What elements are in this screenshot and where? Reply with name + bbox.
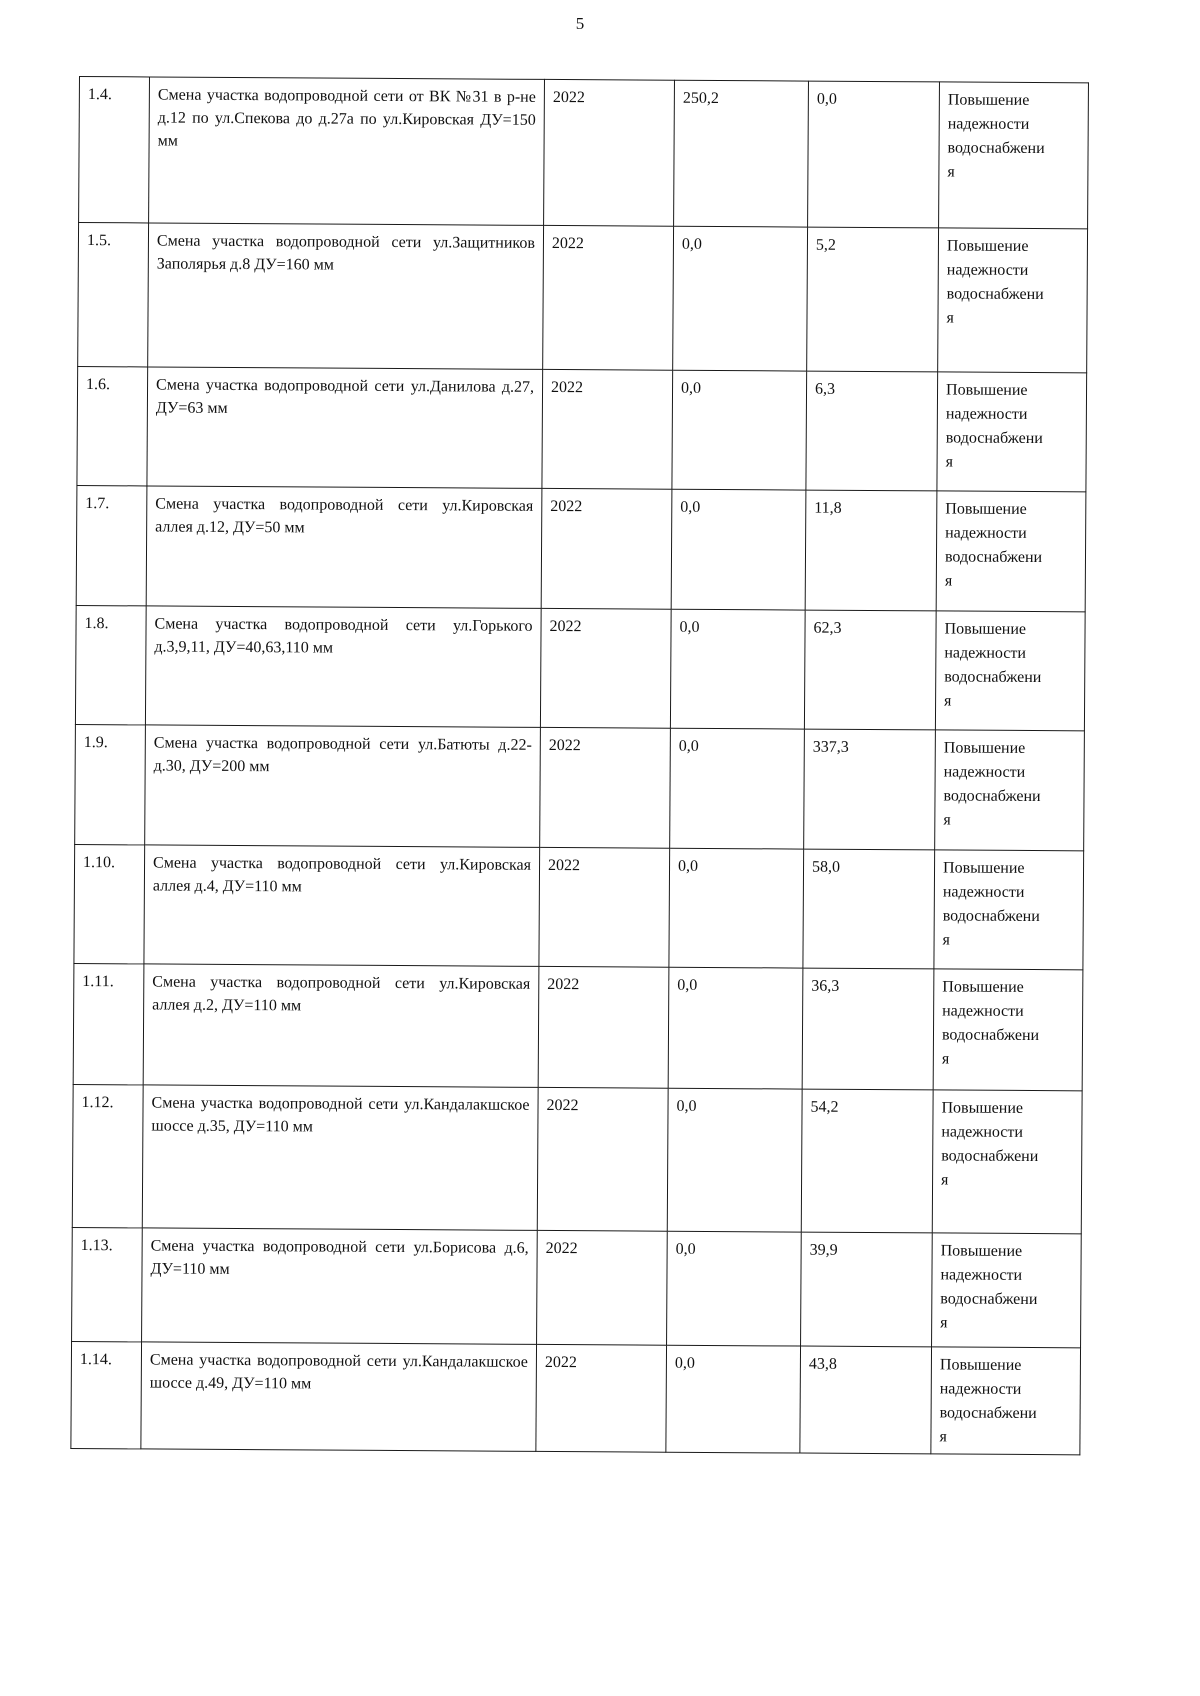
work-description: Смена участка водопроводной сети ул.Кировская аллея д.2, ДУ=110 мм [143, 964, 539, 1087]
purpose-line: я [947, 163, 955, 181]
purpose-line: надежности [945, 405, 1028, 423]
value-column-2: 0,0 [808, 81, 940, 228]
value-column-2: 11,8 [805, 490, 937, 611]
work-description: Смена участка водопроводной сети от ВК №31 в р-не д.12 по ул.Спекова до д.27а по ул.Кировская ДУ=150 мм [149, 77, 545, 225]
purpose-line: Повышение [945, 500, 1027, 518]
work-purpose [934, 850, 1084, 970]
purpose-line: я [941, 1171, 949, 1189]
row-number: 1.5. [78, 223, 149, 367]
purpose-line: надежности [944, 644, 1027, 662]
work-description: Смена участка водопроводной сети ул.Горького д.3,9,11, ДУ=40,63,110 мм [145, 606, 541, 727]
row-number: 1.9. [75, 724, 146, 844]
work-description: Смена участка водопроводной сети ул.Кандалакшское шоссе д.49, ДУ=110 мм [141, 1342, 537, 1451]
purpose-line: надежности [939, 1380, 1022, 1398]
value-column-1: 0,0 [666, 1345, 801, 1453]
work-purpose [932, 1233, 1082, 1348]
value-column-1: 0,0 [668, 967, 803, 1089]
purpose-line: водоснабжени [946, 285, 1044, 304]
work-description: Смена участка водопроводной сети ул.Кандалакшское шоссе д.35, ДУ=110 мм [142, 1085, 538, 1230]
table-row [75, 605, 1085, 730]
purpose-line: Повышение [939, 1356, 1022, 1374]
value-column-2: 39,9 [801, 1232, 933, 1347]
works-table-sheet [70, 76, 1109, 1455]
purpose-line: надежности [946, 261, 1029, 279]
purpose-line: Повышение [940, 1242, 1023, 1260]
work-purpose [936, 491, 1086, 612]
purpose-line: водоснабжени [945, 429, 1043, 448]
value-column-2: 58,0 [803, 849, 935, 969]
work-purpose [932, 1090, 1082, 1234]
purpose-line: Повышение [942, 859, 1025, 877]
row-number: 1.8. [75, 605, 146, 724]
purpose-line: водоснабжени [941, 1026, 1040, 1045]
purpose-line: надежности [942, 1002, 1024, 1020]
work-year: 2022 [543, 225, 674, 370]
table-row [77, 366, 1087, 491]
purpose-line: водоснабжени [943, 787, 1041, 806]
value-column-1: 0,0 [671, 489, 806, 610]
purpose-line: я [946, 309, 954, 327]
purpose-line: надежности [940, 1266, 1023, 1284]
page-number: 5 [575, 14, 585, 33]
purpose-line: надежности [941, 1123, 1024, 1141]
value-column-1: 0,0 [670, 728, 805, 849]
purpose-line: я [945, 453, 954, 471]
work-year: 2022 [540, 727, 671, 848]
work-purpose [935, 730, 1085, 851]
work-year: 2022 [541, 488, 672, 609]
work-purpose [938, 228, 1088, 373]
value-column-2: 62,3 [804, 610, 936, 730]
work-year: 2022 [540, 608, 671, 728]
purpose-line: Повышение [947, 91, 1030, 109]
purpose-line: Повышение [943, 739, 1026, 757]
purpose-line: водоснабжени [942, 907, 1040, 926]
work-purpose [939, 82, 1089, 229]
purpose-line: водоснабжени [944, 668, 1042, 687]
table-row [72, 1227, 1082, 1347]
table-row [76, 485, 1086, 611]
purpose-line: Повышение [941, 1099, 1024, 1117]
purpose-line: я [944, 572, 953, 590]
work-description: Смена участка водопроводной сети ул.Данилова д.27, ДУ=63 мм [147, 367, 543, 488]
work-description: Смена участка водопроводной сети ул.Кировская аллея д.12, ДУ=50 мм [146, 486, 542, 608]
table-row [79, 77, 1089, 229]
value-column-1: 0,0 [670, 609, 805, 729]
purpose-line: я [944, 692, 952, 710]
purpose-line: Повышение [942, 978, 1024, 996]
value-column-1: 0,0 [673, 226, 808, 371]
work-year: 2022 [537, 1087, 668, 1231]
work-purpose [937, 372, 1087, 492]
work-year: 2022 [544, 79, 675, 226]
purpose-line: Повышение [946, 237, 1029, 255]
row-number: 1.10. [74, 844, 145, 963]
work-purpose [933, 969, 1083, 1091]
value-column-1: 250,2 [674, 80, 809, 227]
purpose-line: водоснабжени [947, 139, 1045, 158]
purpose-line: я [940, 1314, 948, 1332]
value-column-2: 5,2 [807, 227, 939, 372]
work-year: 2022 [539, 847, 670, 967]
table-row [73, 963, 1083, 1090]
work-year: 2022 [542, 369, 673, 489]
work-year: 2022 [536, 1344, 667, 1452]
value-column-1: 0,0 [667, 1088, 802, 1232]
row-number: 1.7. [76, 485, 147, 605]
purpose-line: я [941, 1050, 950, 1068]
work-purpose [931, 1347, 1081, 1455]
value-column-2: 6,3 [806, 371, 938, 491]
purpose-line: Повышение [945, 381, 1028, 399]
work-year: 2022 [537, 1230, 668, 1345]
purpose-line: надежности [943, 763, 1026, 781]
table-row [78, 223, 1088, 373]
works-table-body [71, 77, 1089, 1455]
purpose-line: надежности [947, 115, 1030, 133]
purpose-line: Повышение [944, 620, 1027, 638]
purpose-line: водоснабжени [940, 1290, 1038, 1309]
purpose-line: я [939, 1428, 947, 1446]
work-description: Смена участка водопроводной сети ул.Борисова д.6, ДУ=110 мм [142, 1228, 538, 1344]
value-column-2: 43,8 [800, 1346, 932, 1454]
purpose-line: водоснабжени [939, 1404, 1037, 1423]
work-purpose [935, 611, 1085, 731]
value-column-2: 36,3 [802, 968, 934, 1090]
table-row [74, 844, 1084, 969]
work-description: Смена участка водопроводной сети ул.Кировская аллея д.4, ДУ=110 мм [144, 845, 540, 966]
row-number: 1.14. [71, 1341, 142, 1448]
row-number: 1.11. [73, 963, 144, 1084]
purpose-line: водоснабжени [944, 548, 1043, 567]
value-column-1: 0,0 [667, 1231, 802, 1346]
works-table [70, 76, 1089, 1455]
row-number: 1.12. [72, 1084, 143, 1227]
purpose-line: надежности [942, 883, 1025, 901]
purpose-line: я [942, 931, 951, 949]
purpose-line: надежности [945, 524, 1027, 542]
work-year: 2022 [538, 966, 669, 1088]
value-column-2: 337,3 [804, 729, 936, 850]
purpose-line: я [943, 811, 951, 829]
table-row [71, 1341, 1081, 1454]
value-column-2: 54,2 [801, 1089, 933, 1233]
row-number: 1.6. [77, 366, 148, 485]
table-row [72, 1084, 1082, 1233]
work-description: Смена участка водопроводной сети ул.Батюты д.22- д.30, ДУ=200 мм [145, 725, 541, 847]
row-number: 1.4. [79, 77, 150, 223]
value-column-1: 0,0 [672, 370, 807, 490]
row-number: 1.13. [72, 1227, 143, 1341]
table-row [75, 724, 1085, 850]
value-column-1: 0,0 [669, 848, 804, 968]
purpose-line: водоснабжени [941, 1147, 1039, 1166]
work-description: Смена участка водопроводной сети ул.Защитников Заполярья д.8 ДУ=160 мм [148, 223, 544, 369]
